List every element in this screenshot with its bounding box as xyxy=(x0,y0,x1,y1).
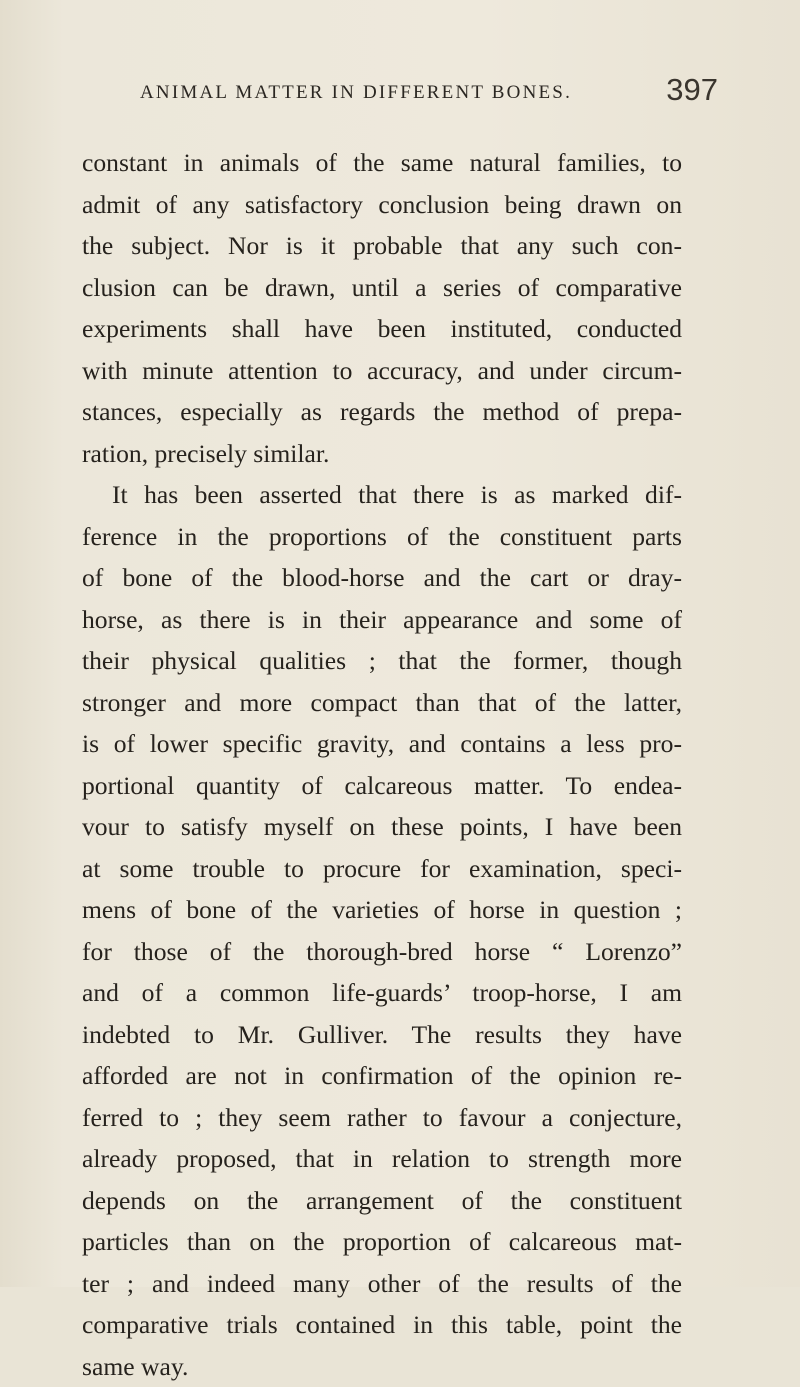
text-line: at some trouble to procure for examination, speci- xyxy=(82,848,682,890)
page-number: 397 xyxy=(666,72,718,108)
text-line: portional quantity of calcareous matter. To endea- xyxy=(82,765,682,807)
text-line: ference in the proportions of the constituent parts xyxy=(82,516,682,558)
text-line: stances, especially as regards the method of prepa- xyxy=(82,391,682,433)
text-line: indebted to Mr. Gulliver. The results they have xyxy=(82,1014,682,1056)
running-head: ANIMAL MATTER IN DIFFERENT BONES. xyxy=(140,82,572,104)
text-line: particles than on the proportion of calcareous mat- xyxy=(82,1221,682,1263)
text-line: the subject. Nor is it probable that any such con- xyxy=(82,225,682,267)
text-line: mens of bone of the varieties of horse in question ; xyxy=(82,889,682,931)
text-line: constant in animals of the same natural families, to xyxy=(82,142,682,184)
text-line: It has been asserted that there is as marked dif- xyxy=(82,474,682,516)
text-line: admit of any satisfactory conclusion being drawn on xyxy=(82,184,682,226)
text-line: vour to satisfy myself on these points, I have been xyxy=(82,806,682,848)
text-line: same way. xyxy=(82,1346,682,1387)
text-line: ration, precisely similar. xyxy=(82,433,682,475)
text-line: afforded are not in confirmation of the opinion re- xyxy=(82,1055,682,1097)
text-line: experiments shall have been instituted, conducted xyxy=(82,308,682,350)
text-line: and of a common life-guards’ troop-horse, I am xyxy=(82,972,682,1014)
text-line: horse, as there is in their appearance and some of xyxy=(82,599,682,641)
text-line: their physical qualities ; that the former, though xyxy=(82,640,682,682)
text-line: already proposed, that in relation to strength more xyxy=(82,1138,682,1180)
page-header xyxy=(140,78,740,118)
text-line: with minute attention to accuracy, and under circum- xyxy=(82,350,682,392)
text-line: clusion can be drawn, until a series of comparative xyxy=(82,267,682,309)
text-line: is of lower specific gravity, and contains a less pro- xyxy=(82,723,682,765)
text-line: ter ; and indeed many other of the results of the xyxy=(82,1263,682,1305)
text-line: comparative trials contained in this table, point the xyxy=(82,1304,682,1346)
text-line: of bone of the blood-horse and the cart or dray- xyxy=(82,557,682,599)
text-line: stronger and more compact than that of the latter, xyxy=(82,682,682,724)
text-line: depends on the arrangement of the constituent xyxy=(82,1180,682,1222)
text-line: ferred to ; they seem rather to favour a conjecture, xyxy=(82,1097,682,1139)
body-text xyxy=(82,142,682,1387)
text-line: for those of the thorough-bred horse “ Lorenzo” xyxy=(82,931,682,973)
